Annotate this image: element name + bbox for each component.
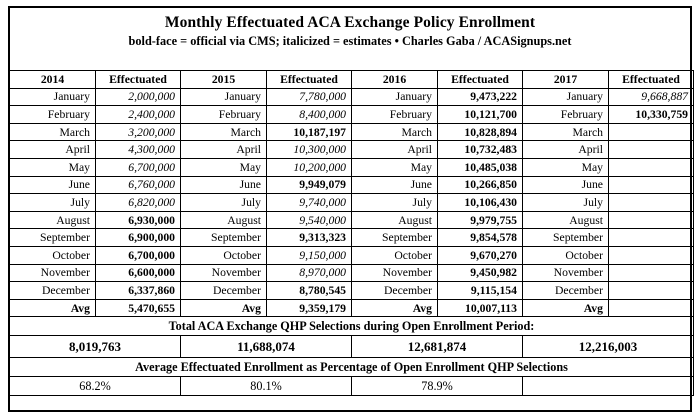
- month-label: May: [181, 158, 267, 176]
- effectuated-value: 9,854,578: [438, 229, 523, 247]
- table-row: [10, 194, 694, 212]
- table-row: [10, 158, 694, 176]
- effectuated-value: 9,668,887: [609, 88, 694, 106]
- effectuated-value: 9,540,000: [267, 211, 352, 229]
- month-label: November: [181, 264, 267, 282]
- effectuated-value: 10,300,000: [267, 141, 352, 159]
- table-frame: [8, 6, 692, 412]
- month-label: September: [10, 229, 96, 247]
- effectuated-value: [609, 229, 694, 247]
- pct-value: 68.2%: [10, 377, 181, 396]
- month-label: September: [181, 229, 267, 247]
- month-label: June: [352, 176, 438, 194]
- month-label: August: [181, 211, 267, 229]
- main-table-wrap: [9, 70, 691, 396]
- pct-values-row: [10, 377, 694, 396]
- pct-section-row: [10, 358, 694, 377]
- table-row: [10, 211, 694, 229]
- effectuated-value: 6,700,000: [96, 246, 181, 264]
- month-label: May: [352, 158, 438, 176]
- effectuated-value: [609, 211, 694, 229]
- month-label: September: [523, 229, 609, 247]
- title-block: [10, 8, 690, 52]
- average-label: Avg: [352, 299, 438, 317]
- pct-value: 78.9%: [352, 377, 523, 396]
- effectuated-value: 9,670,270: [438, 246, 523, 264]
- effectuated-value: 6,760,000: [96, 176, 181, 194]
- effectuated-value: [609, 264, 694, 282]
- table-row: [10, 106, 694, 124]
- effectuated-value: 10,200,000: [267, 158, 352, 176]
- average-value: 9,359,179: [267, 299, 352, 317]
- table-row: [10, 229, 694, 247]
- effectuated-value: 9,150,000: [267, 246, 352, 264]
- effectuated-value: [609, 246, 694, 264]
- column-header: Effectuated: [96, 71, 181, 89]
- effectuated-value: 6,820,000: [96, 194, 181, 212]
- month-label: July: [181, 194, 267, 212]
- qhp-totals-row: [10, 336, 694, 358]
- effectuated-value: 10,330,759: [609, 106, 694, 124]
- effectuated-value: 6,337,860: [96, 282, 181, 300]
- effectuated-value: 8,780,545: [267, 282, 352, 300]
- month-label: August: [523, 211, 609, 229]
- effectuated-value: [609, 141, 694, 159]
- table-row: [10, 176, 694, 194]
- month-label: January: [181, 88, 267, 106]
- effectuated-value: 6,900,000: [96, 229, 181, 247]
- effectuated-value: [609, 158, 694, 176]
- month-label: January: [10, 88, 96, 106]
- month-label: March: [10, 123, 96, 141]
- average-value: [609, 299, 694, 317]
- month-label: March: [523, 123, 609, 141]
- effectuated-value: 10,828,894: [438, 123, 523, 141]
- month-label: October: [181, 246, 267, 264]
- month-label: September: [352, 229, 438, 247]
- effectuated-value: [609, 176, 694, 194]
- average-label: Avg: [523, 299, 609, 317]
- pct-value: [523, 377, 694, 396]
- month-label: April: [181, 141, 267, 159]
- effectuated-value: 9,979,755: [438, 211, 523, 229]
- effectuated-value: [609, 194, 694, 212]
- effectuated-value: 9,115,154: [438, 282, 523, 300]
- page-subtitle: bold-face = official via CMS; italicized = estimates • Charles Gaba / ACASignups.net: [128, 33, 572, 48]
- qhp-total-value: 8,019,763: [10, 336, 181, 358]
- column-header: 2015: [181, 71, 267, 89]
- effectuated-value: 9,473,222: [438, 88, 523, 106]
- effectuated-value: 10,732,483: [438, 141, 523, 159]
- qhp-total-value: 11,688,074: [181, 336, 352, 358]
- column-header: 2017: [523, 71, 609, 89]
- effectuated-value: 3,200,000: [96, 123, 181, 141]
- month-label: July: [352, 194, 438, 212]
- month-label: March: [181, 123, 267, 141]
- month-label: August: [10, 211, 96, 229]
- month-label: December: [10, 282, 96, 300]
- month-label: May: [10, 158, 96, 176]
- pct-section-label: Average Effectuated Enrollment as Percentage of Open Enrollment QHP Selections: [10, 358, 694, 377]
- effectuated-value: 9,949,079: [267, 176, 352, 194]
- month-label: February: [352, 106, 438, 124]
- qhp-section-row: [10, 317, 694, 336]
- month-label: January: [352, 88, 438, 106]
- effectuated-value: 9,450,982: [438, 264, 523, 282]
- effectuated-value: 8,970,000: [267, 264, 352, 282]
- column-header: 2014: [10, 71, 96, 89]
- enrollment-table: [9, 70, 694, 396]
- average-label: Avg: [10, 299, 96, 317]
- average-value: 10,007,113: [438, 299, 523, 317]
- effectuated-value: 10,121,700: [438, 106, 523, 124]
- month-label: June: [523, 176, 609, 194]
- column-header: 2016: [352, 71, 438, 89]
- month-label: December: [352, 282, 438, 300]
- month-label: June: [181, 176, 267, 194]
- effectuated-value: 10,106,430: [438, 194, 523, 212]
- column-header: Effectuated: [609, 71, 694, 89]
- pct-value: 80.1%: [181, 377, 352, 396]
- month-label: July: [523, 194, 609, 212]
- table-row: [10, 282, 694, 300]
- month-label: November: [10, 264, 96, 282]
- month-label: April: [10, 141, 96, 159]
- effectuated-value: [609, 123, 694, 141]
- effectuated-value: 6,600,000: [96, 264, 181, 282]
- month-label: March: [352, 123, 438, 141]
- table-row: [10, 141, 694, 159]
- table-row: [10, 88, 694, 106]
- month-label: November: [352, 264, 438, 282]
- effectuated-value: 9,313,323: [267, 229, 352, 247]
- effectuated-value: [609, 282, 694, 300]
- effectuated-value: 6,700,000: [96, 158, 181, 176]
- effectuated-value: 10,266,850: [438, 176, 523, 194]
- column-header: Effectuated: [438, 71, 523, 89]
- month-label: January: [523, 88, 609, 106]
- month-label: February: [181, 106, 267, 124]
- month-label: October: [352, 246, 438, 264]
- month-label: August: [352, 211, 438, 229]
- month-label: May: [523, 158, 609, 176]
- qhp-total-value: 12,681,874: [352, 336, 523, 358]
- average-label: Avg: [181, 299, 267, 317]
- table-header-row: [10, 71, 694, 89]
- month-label: February: [10, 106, 96, 124]
- table-row: [10, 264, 694, 282]
- qhp-total-value: 12,216,003: [523, 336, 694, 358]
- month-label: December: [181, 282, 267, 300]
- month-label: December: [523, 282, 609, 300]
- effectuated-value: 8,400,000: [267, 106, 352, 124]
- effectuated-value: 10,485,038: [438, 158, 523, 176]
- table-row: [10, 123, 694, 141]
- average-value: 5,470,655: [96, 299, 181, 317]
- effectuated-value: 10,187,197: [267, 123, 352, 141]
- effectuated-value: 4,300,000: [96, 141, 181, 159]
- month-label: June: [10, 176, 96, 194]
- month-label: April: [523, 141, 609, 159]
- month-label: February: [523, 106, 609, 124]
- page-title: Monthly Effectuated ACA Exchange Policy Enrollment: [164, 14, 536, 31]
- effectuated-value: 7,780,000: [267, 88, 352, 106]
- average-row: [10, 299, 694, 317]
- month-label: April: [352, 141, 438, 159]
- effectuated-value: 2,400,000: [96, 106, 181, 124]
- month-label: October: [523, 246, 609, 264]
- effectuated-value: 9,740,000: [267, 194, 352, 212]
- month-label: July: [10, 194, 96, 212]
- column-header: Effectuated: [267, 71, 352, 89]
- qhp-section-label: Total ACA Exchange QHP Selections during Open Enrollment Period:: [10, 317, 694, 336]
- table-row: [10, 246, 694, 264]
- month-label: October: [10, 246, 96, 264]
- effectuated-value: 2,000,000: [96, 88, 181, 106]
- effectuated-value: 6,930,000: [96, 211, 181, 229]
- month-label: November: [523, 264, 609, 282]
